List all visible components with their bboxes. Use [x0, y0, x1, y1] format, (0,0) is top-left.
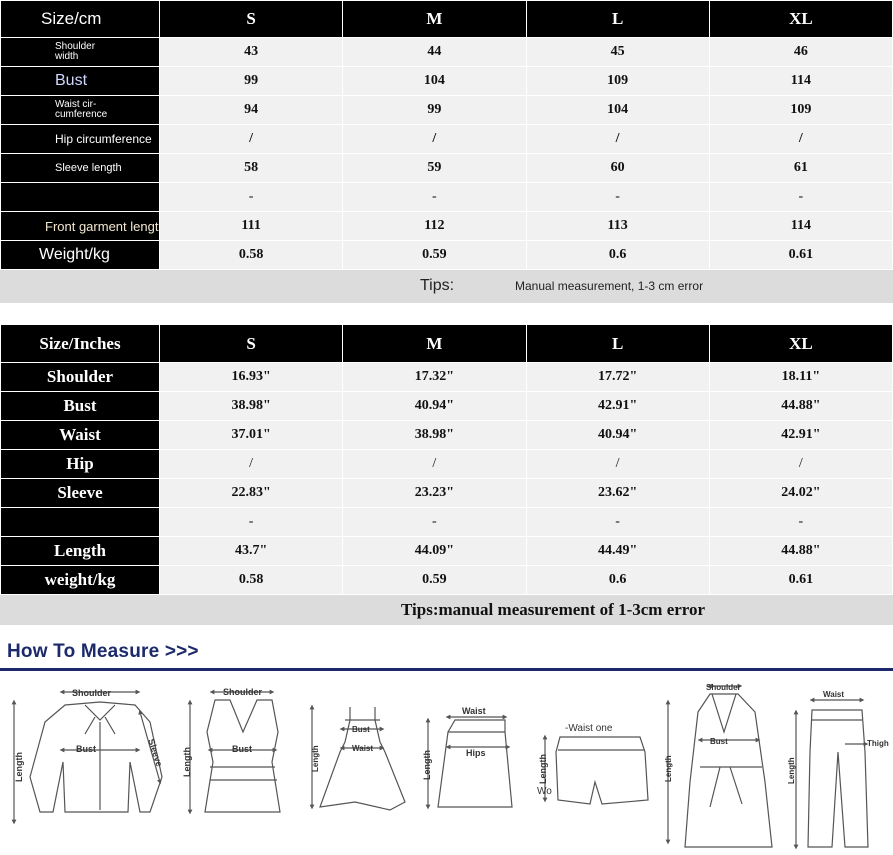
header-cell: L: [526, 1, 709, 38]
table-row: [1, 38, 893, 67]
row-label: Shoulder width: [1, 38, 160, 67]
value-cell: -: [160, 508, 343, 537]
value-cell: 114: [709, 212, 892, 241]
value-cell: 0.59: [343, 566, 526, 595]
value-cell: 104: [526, 96, 709, 125]
title-underline: [0, 668, 893, 671]
value-cell: 61: [709, 154, 892, 183]
value-cell: 23.62": [526, 479, 709, 508]
value-cell: -: [709, 508, 892, 537]
value-cell: 45: [526, 38, 709, 67]
value-cell: /: [526, 125, 709, 154]
table-row: [1, 392, 893, 421]
diagram-label: Wo: [537, 786, 552, 797]
table-header-row: [1, 325, 893, 363]
value-cell: 42.91": [709, 421, 892, 450]
row-label: Length: [1, 537, 160, 566]
value-cell: -: [709, 183, 892, 212]
value-cell: 16.93": [160, 363, 343, 392]
value-cell: -: [526, 183, 709, 212]
value-cell: 43: [160, 38, 343, 67]
diagram-label: Waist: [823, 690, 845, 699]
table-row: [1, 241, 893, 270]
value-cell: 18.11": [709, 363, 892, 392]
table-row: [1, 537, 893, 566]
inch-tips-bar: [0, 595, 893, 625]
diagram-label: Shoulder: [223, 687, 263, 697]
coat-diagram: [668, 686, 772, 847]
how-to-measure-title: How To Measure >>>: [7, 641, 199, 662]
value-cell: 44.88": [709, 392, 892, 421]
value-cell: 17.32": [343, 363, 526, 392]
diagram-label: Length: [787, 757, 796, 784]
diagram-label: Shoulder: [706, 683, 741, 692]
diagram-label: Bust: [232, 744, 252, 754]
value-cell: /: [709, 125, 892, 154]
value-cell: 109: [526, 67, 709, 96]
value-cell: 17.72": [526, 363, 709, 392]
value-cell: /: [709, 450, 892, 479]
value-cell: 104: [343, 67, 526, 96]
value-cell: -: [526, 508, 709, 537]
diagram-label: Length: [664, 755, 673, 782]
table-row: [1, 154, 893, 183]
row-label: Hip circumference: [1, 125, 160, 154]
value-cell: 99: [343, 96, 526, 125]
diagram-label: Sleeve: [146, 737, 165, 768]
value-cell: 0.6: [526, 566, 709, 595]
value-cell: 0.58: [160, 566, 343, 595]
tips-text: Manual measurement, 1-3 cm error: [515, 279, 704, 293]
value-cell: 114: [709, 67, 892, 96]
value-cell: 58: [160, 154, 343, 183]
value-cell: 38.98": [160, 392, 343, 421]
table-row: [1, 125, 893, 154]
diagram-label: Shoulder: [72, 688, 112, 698]
header-cell: M: [343, 1, 526, 38]
dress-diagram: [312, 707, 405, 810]
diagram-label: Bust: [352, 725, 370, 734]
header-cell: XL: [709, 1, 892, 38]
value-cell: 59: [343, 154, 526, 183]
value-cell: /: [160, 450, 343, 479]
value-cell: /: [343, 450, 526, 479]
header-cell: Size/cm: [1, 1, 160, 38]
value-cell: -: [160, 183, 343, 212]
table-row: [1, 508, 893, 537]
blouse-diagram: [14, 692, 165, 822]
value-cell: 112: [343, 212, 526, 241]
value-cell: 111: [160, 212, 343, 241]
diagram-label: Length: [182, 747, 192, 777]
cm-tips-bar: [0, 270, 893, 303]
value-cell: -: [343, 183, 526, 212]
row-label: [1, 183, 160, 212]
header-cell: M: [343, 325, 526, 363]
cm-size-table: [0, 0, 893, 270]
value-cell: 40.94": [343, 392, 526, 421]
table-header-row: [1, 1, 893, 38]
row-label: Bust: [1, 392, 160, 421]
skirt-diagram: [428, 717, 512, 807]
value-cell: 0.61: [709, 241, 892, 270]
diagram-label: -Waist one: [565, 723, 613, 734]
row-label: weight/kg: [1, 566, 160, 595]
value-cell: 37.01": [160, 421, 343, 450]
table-row: [1, 566, 893, 595]
table-row: [1, 421, 893, 450]
value-cell: 23.23": [343, 479, 526, 508]
value-cell: 109: [709, 96, 892, 125]
header-cell: S: [160, 325, 343, 363]
value-cell: 0.61: [709, 566, 892, 595]
header-cell: XL: [709, 325, 892, 363]
value-cell: 38.98": [343, 421, 526, 450]
table-row: [1, 363, 893, 392]
value-cell: 44.49": [526, 537, 709, 566]
value-cell: /: [160, 125, 343, 154]
value-cell: 94: [160, 96, 343, 125]
value-cell: 44.88": [709, 537, 892, 566]
value-cell: 24.02": [709, 479, 892, 508]
value-cell: 113: [526, 212, 709, 241]
value-cell: 0.58: [160, 241, 343, 270]
row-label: Waist: [1, 421, 160, 450]
diagram-label: Length: [311, 745, 320, 772]
header-cell: L: [526, 325, 709, 363]
diagram-label: Length: [14, 752, 24, 782]
shorts-diagram: [545, 737, 648, 804]
header-cell: S: [160, 1, 343, 38]
table-row: [1, 96, 893, 125]
table-row: [1, 450, 893, 479]
diagram-label: Hips: [466, 748, 486, 758]
diagram-label: Length: [538, 754, 548, 784]
row-label: Sleeve: [1, 479, 160, 508]
table-row: [1, 183, 893, 212]
value-cell: 42.91": [526, 392, 709, 421]
value-cell: 44: [343, 38, 526, 67]
value-cell: 22.83": [160, 479, 343, 508]
row-label: Waist cir-cumference: [1, 96, 160, 125]
tips-text: Tips:manual measurement of 1-3cm error: [401, 600, 706, 619]
inch-size-table: [0, 324, 893, 595]
diagram-label: Waist: [352, 744, 374, 753]
table-row: [1, 212, 893, 241]
value-cell: 60: [526, 154, 709, 183]
row-label: Sleeve length: [1, 154, 160, 183]
value-cell: 99: [160, 67, 343, 96]
header-cell: Size/Inches: [1, 325, 160, 363]
value-cell: 40.94": [526, 421, 709, 450]
diagram-label: Waist: [462, 706, 486, 716]
row-label: Weight/kg: [1, 241, 160, 270]
value-cell: /: [526, 450, 709, 479]
diagram-label: Length: [422, 750, 432, 780]
value-cell: 46: [709, 38, 892, 67]
row-label: [1, 508, 160, 537]
diagram-label: Thigh: [867, 739, 889, 748]
value-cell: 43.7": [160, 537, 343, 566]
diagram-label: Bust: [710, 737, 728, 746]
row-label: Bust: [1, 67, 160, 96]
value-cell: /: [343, 125, 526, 154]
value-cell: 44.09": [343, 537, 526, 566]
value-cell: 0.59: [343, 241, 526, 270]
row-label: Shoulder: [1, 363, 160, 392]
table-row: [1, 479, 893, 508]
tips-label: Tips:: [420, 277, 455, 294]
value-cell: -: [343, 508, 526, 537]
table-row: [1, 67, 893, 96]
row-label: Hip: [1, 450, 160, 479]
diagram-label: Bust: [76, 744, 96, 754]
row-label: Front garment lengt: [1, 212, 160, 241]
garment-diagrams: [0, 672, 893, 855]
trousers-diagram: [796, 700, 868, 847]
value-cell: 0.6: [526, 241, 709, 270]
